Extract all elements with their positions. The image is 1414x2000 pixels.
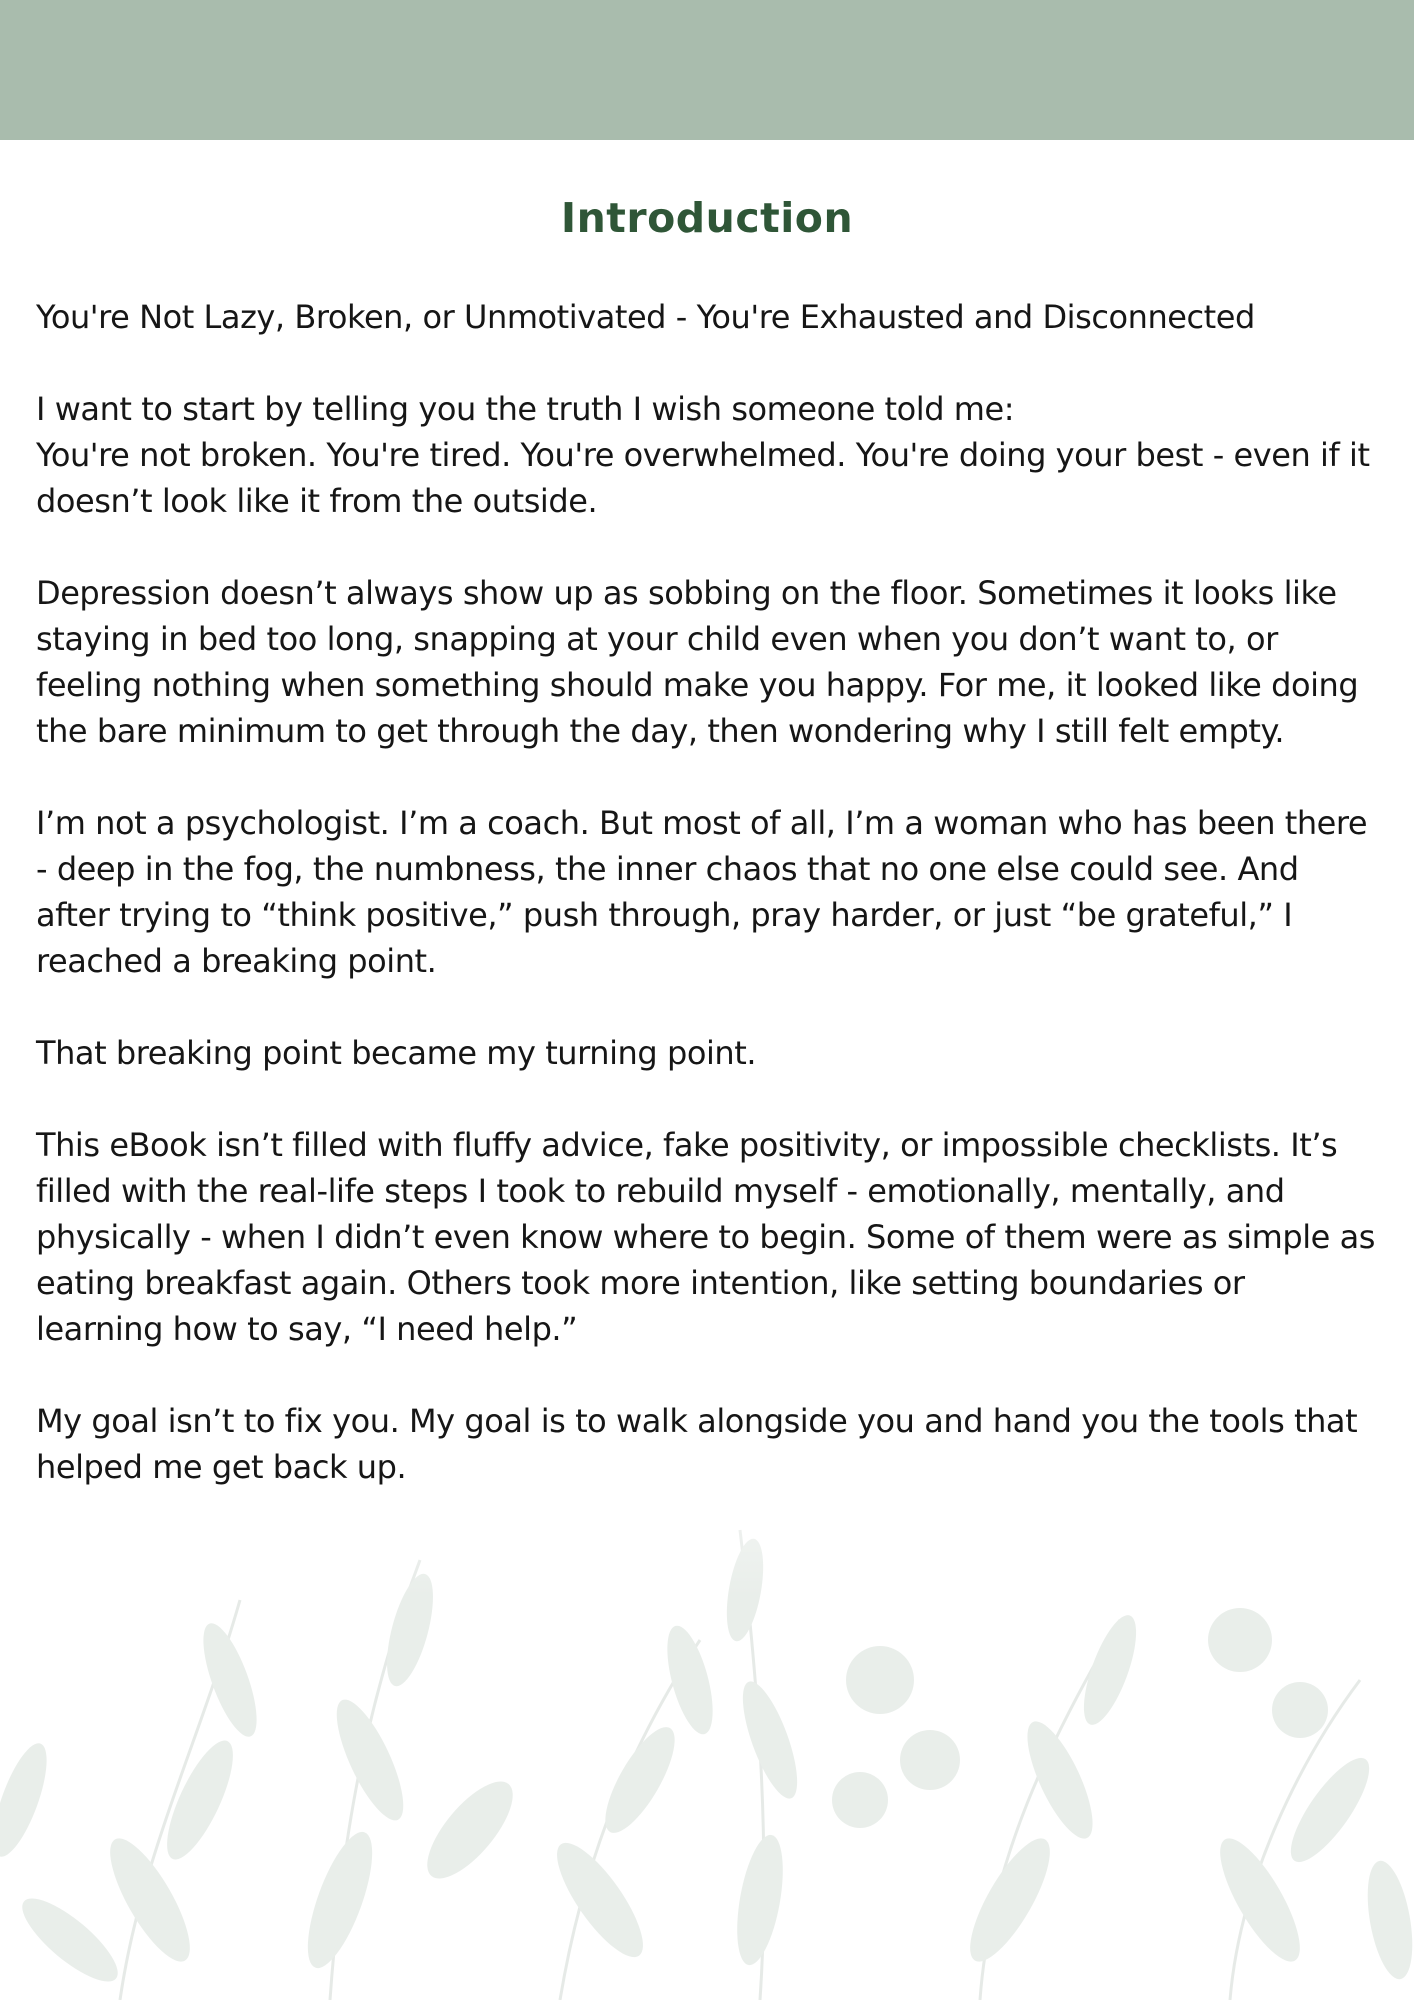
paragraph: Depression doesn’t always show up as sobbing on the floor. Sometimes it looks like staying in bed too long, snapping at your child even when you don’t want to, or feeling nothing when something should make you happy. For me, it looked like doing the bare minimum to get through the day, then wondering why I still felt empty. <box>36 574 1359 750</box>
paragraph: I’m not a psychologist. I’m a coach. But most of all, I’m a woman who has been there - deep in the fog, the numbness, the inner chaos that no one else could see. And after trying to “think positive,” push through, pray harder, or just “be grateful,” I reached a breaking point. <box>36 804 1368 980</box>
paragraph: That breaking point became my turning point. <box>36 1034 757 1072</box>
header-band <box>0 0 1414 140</box>
subtitle-paragraph: You're Not Lazy, Broken, or Unmotivated - You're Exhausted and Disconnected <box>36 298 1255 336</box>
body-text <box>36 294 1381 1536</box>
paragraph: This eBook isn’t filled with fluffy advice, fake positivity, or impossible checklists. It’s filled with the real-life steps I took to rebuild myself - emotionally, mentally, and physically - when I didn’t even know where to begin. Some of them were as simple as eating breakfast again. Others took more intention, like setting boundaries or learning how to say, “I need help.” <box>36 1126 1376 1348</box>
paragraph: My goal isn’t to fix you. My goal is to walk alongside you and hand you the tools that helped me get back up. <box>36 1402 1358 1486</box>
page-title: Introduction <box>560 194 854 242</box>
paragraph: I want to start by telling you the truth I wish someone told me: You're not broken. You're tired. You're overwhelmed. You're doing your best - even if it doesn’t look like it from the outside. <box>36 390 1370 520</box>
